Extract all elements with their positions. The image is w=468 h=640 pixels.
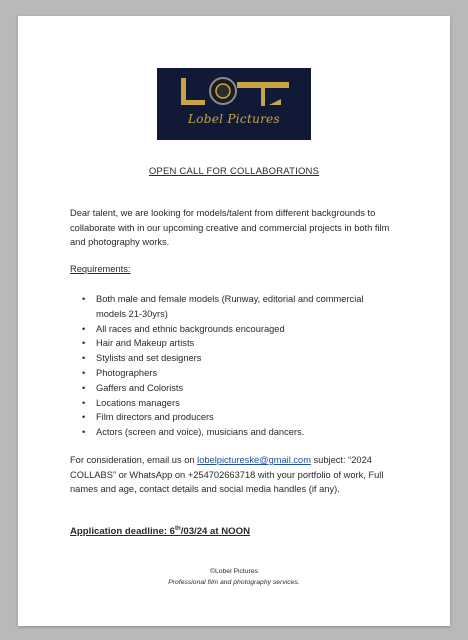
requirements-title: Requirements: <box>70 264 131 274</box>
logo-emblem-icon <box>157 68 311 140</box>
bullet-icon: • <box>82 353 86 364</box>
bullet-icon: • <box>82 427 86 438</box>
list-item: • Hair and Makeup artists <box>80 336 380 351</box>
logo-text: Lobel Pictures <box>187 112 280 126</box>
bullet-icon: • <box>82 323 86 334</box>
list-item: • Film directors and producers <box>80 410 380 425</box>
list-item: • Both male and female models (Runway, editorial and commercial models 21-30yrs) <box>82 294 364 319</box>
list-item: • All races and ethnic backgrounds encouraged <box>80 322 380 337</box>
lobel-pictures-logo <box>157 68 311 140</box>
bullet-icon: • <box>82 397 86 408</box>
requirements-list <box>80 292 380 440</box>
list-item: • Locations managers <box>80 396 380 411</box>
bullet-icon: • <box>82 412 86 423</box>
intro-paragraph: Dear talent, we are looking for models/talent from different backgrounds to collaborate with in our upcoming creative and commercial projects in both film and photography works. <box>70 208 390 247</box>
list-item: • Photographers <box>80 366 380 381</box>
bullet-icon: • <box>82 382 86 393</box>
email-link[interactable]: lobelpictureske@gmail.com <box>197 455 311 465</box>
footer-tagline: Professional film and photography services. <box>168 579 300 586</box>
consideration-paragraph: For consideration, email us on lobelpictureske@gmail.com subject: “2024 COLLABS” or WhatsApp on +254702663718 with your portfolio of work, Full names and age, contact details and social media handles (if any). <box>70 455 384 494</box>
page-title: OPEN CALL FOR COLLABORATIONS <box>148 166 320 177</box>
bullet-icon: • <box>82 338 86 349</box>
list-item: • Gaffers and Colorists <box>80 381 380 396</box>
footer-copyright: ©Lobel Pictures <box>209 568 259 575</box>
application-deadline: Application deadline: 6th/03/24 at NOON <box>70 526 251 538</box>
bullet-icon: • <box>82 294 86 304</box>
document-page <box>18 16 450 626</box>
list-item: • Actors (screen and voice), musicians and dancers. <box>80 425 380 440</box>
list-item: • Stylists and set designers <box>80 351 380 366</box>
bullet-icon: • <box>82 367 86 378</box>
